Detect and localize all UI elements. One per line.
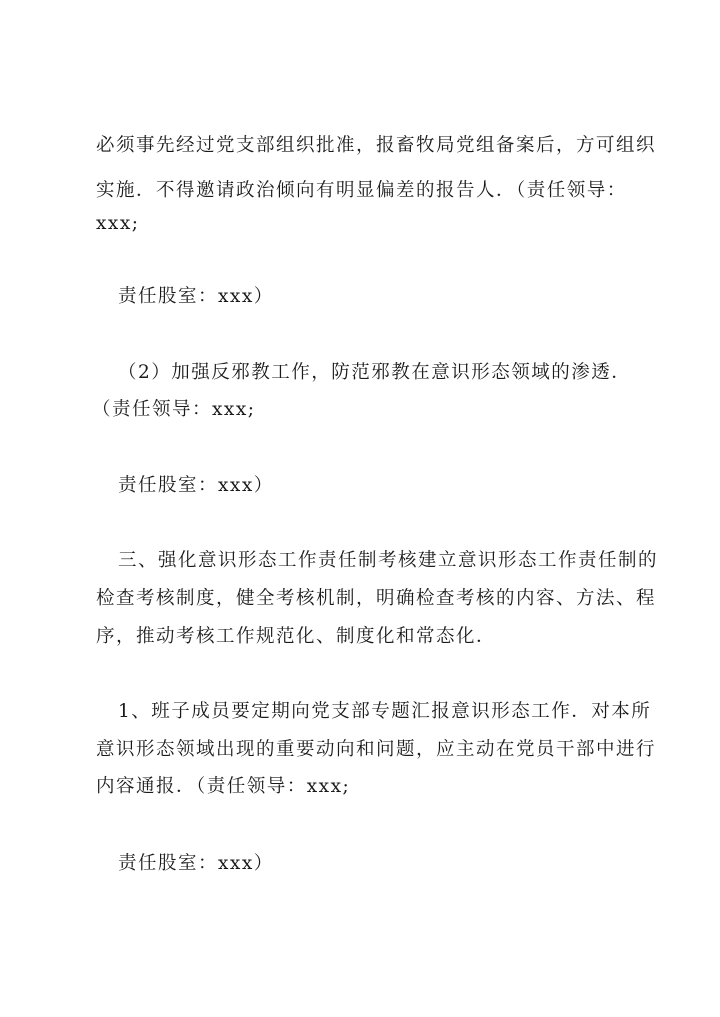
text-line: （2）加强反邪教工作，防范邪教在意识形态领域的渗透．	[118, 362, 632, 383]
text-line: 检查考核制度，健全考核机制，明确检查考核的内容、方法、程	[96, 588, 657, 609]
text-line: 内容通报．（责任领导：xxx;	[96, 776, 351, 797]
text-line: 意识形态领域出现的重要动向和问题，应主动在党员干部中进行	[96, 739, 657, 760]
text-line: 责任股室：xxx）	[118, 853, 274, 874]
text-line: 序，推动考核工作规范化、制度化和常态化．	[96, 626, 497, 647]
text-line: 责任股室：xxx）	[118, 475, 274, 496]
text-line: 责任股室：xxx）	[118, 286, 274, 307]
text-line: （责任领导：xxx;	[92, 399, 256, 420]
text-line: 实施．不得邀请政治倾向有明显偏差的报告人．（责任领导：	[96, 180, 627, 201]
text-line: 必须事先经过党支部组织批准，报畜牧局党组备案后，方可组织	[96, 135, 657, 156]
text-line: 三、强化意识形态工作责任制考核建立意识形态工作责任制的	[118, 550, 659, 571]
text-line: xxx;	[96, 213, 140, 234]
text-line: 1、班子成员要定期向党支部专题汇报意识形态工作．对本所	[118, 701, 652, 722]
